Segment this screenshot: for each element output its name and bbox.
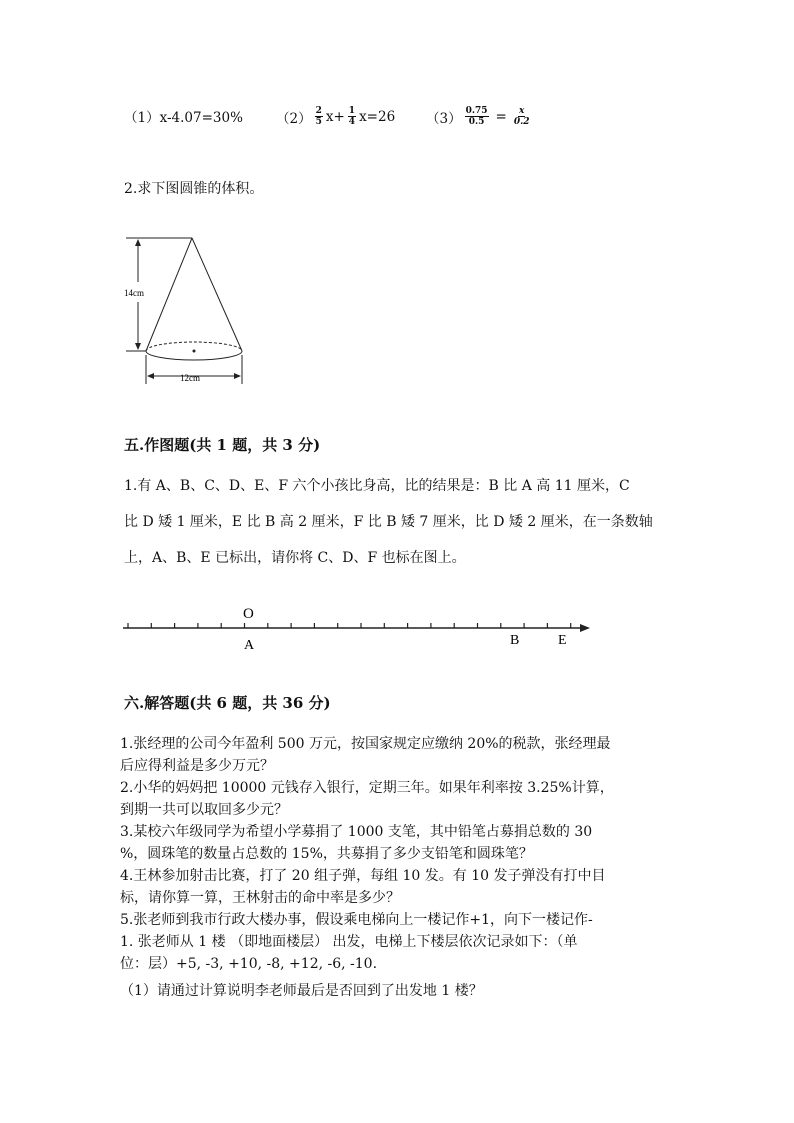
number-line [118,598,598,658]
question-line: 位：层）+5, -3, +10, -8, +12, -6, -10. [120,956,378,972]
fraction-numerator: 1 [348,106,356,116]
point-a-label: A [244,638,255,653]
section-6-title: 六.解答题(共 6 题，共 36 分) [124,694,331,712]
equation-2-suffix: x=26 [359,108,396,125]
arrow-right-icon [234,373,241,379]
cone-left-edge [146,238,192,351]
diameter-label: 12cm [180,373,200,383]
arrow-down-icon [135,343,141,350]
fraction-denominator: 0.2 [513,117,530,127]
equation-2 [276,106,395,127]
question-line: 5.张老师到我市行政大楼办事，假设乘电梯向上一楼记作+1，向下一楼记作- [120,912,593,928]
equation-2-mid: x+ [325,108,345,125]
equals-sign: = [495,108,507,125]
section-5-title: 五.作图题(共 1 题，共 3 分) [124,436,321,454]
arrow-up-icon [135,239,141,246]
arrow-left-icon [147,373,154,379]
point-e-label: E [558,633,567,648]
question-line: 标，请你算一算，王林射击的命中率是多少？ [120,890,400,906]
axis-arrow-icon [580,624,590,632]
section-5-line: 1.有 A、B、C、D、E、F 六个小孩比身高，比的结果是：B 比 A 高 11 厘米，C [124,478,630,494]
equation-3 [426,106,533,127]
fraction-one-quarter [348,106,356,127]
sub-question-1: （1）请通过计算说明李老师最后是否回到了出发地 1 楼？ [120,983,483,999]
fraction-numerator: 2 [315,106,322,116]
question-line: 后应得利益是多少万元？ [120,758,274,774]
base-center-dot [193,350,196,353]
fraction-rhs [514,106,530,127]
question-line: 1. 张老师从 1 楼 （即地面楼层） 出发，电梯上下楼层依次记录如下：（单 [120,934,578,950]
fraction-denominator: 4 [348,117,356,127]
fraction-lhs [465,106,489,127]
equation-1-text: （1）x-4.07=30% [124,110,243,126]
section-5-line: 上，A、B、E 已标出，请你将 C、D、F 也标在图上。 [124,550,466,566]
question-line: %，圆珠笔的数量占总数的 15%，共募捐了多少支铅笔和圆珠笔？ [120,846,533,862]
equation-2-prefix: （2） [276,110,312,127]
section-5-line: 比 D 矮 1 厘米，E 比 B 高 2 厘米，F 比 B 矮 7 厘米，比 D 矮 2 厘米，在一条数轴 [124,514,653,530]
equation-1 [124,106,243,126]
question-line: 3.某校六年级同学为希望小学募捐了 1000 支笔，其中铅笔占募捐总数的 30 [120,824,593,840]
question-line: 4.王林参加射击比赛，打了 20 组子弹，每组 10 发。有 10 发子弹没有打中目 [120,868,606,884]
point-b-label: B [510,633,520,648]
question-line: 1.张经理的公司今年盈利 500 万元，按国家规定应缴纳 20%的税款，张经理最 [120,736,611,752]
fraction-two-fifths [315,106,323,127]
height-label: 14cm [124,288,144,298]
section-6-questions [120,733,614,975]
fraction-denominator: 0.5 [468,117,485,127]
cone-diagram [118,232,258,390]
fraction-numerator: 0.75 [465,106,488,116]
fraction-numerator: x [518,106,525,116]
origin-label: O [243,606,254,622]
question-line: 到期一共可以取回多少元？ [120,802,288,818]
cone-right-edge [192,238,242,351]
equation-3-prefix: （3） [426,110,462,127]
question-line: 2.小华的妈妈把 10000 元钱存入银行，定期三年。如果年利率按 3.25%计算， [120,780,614,796]
fraction-denominator: 5 [315,117,322,127]
cone-question: 2.求下图圆锥的体积。 [124,181,264,197]
